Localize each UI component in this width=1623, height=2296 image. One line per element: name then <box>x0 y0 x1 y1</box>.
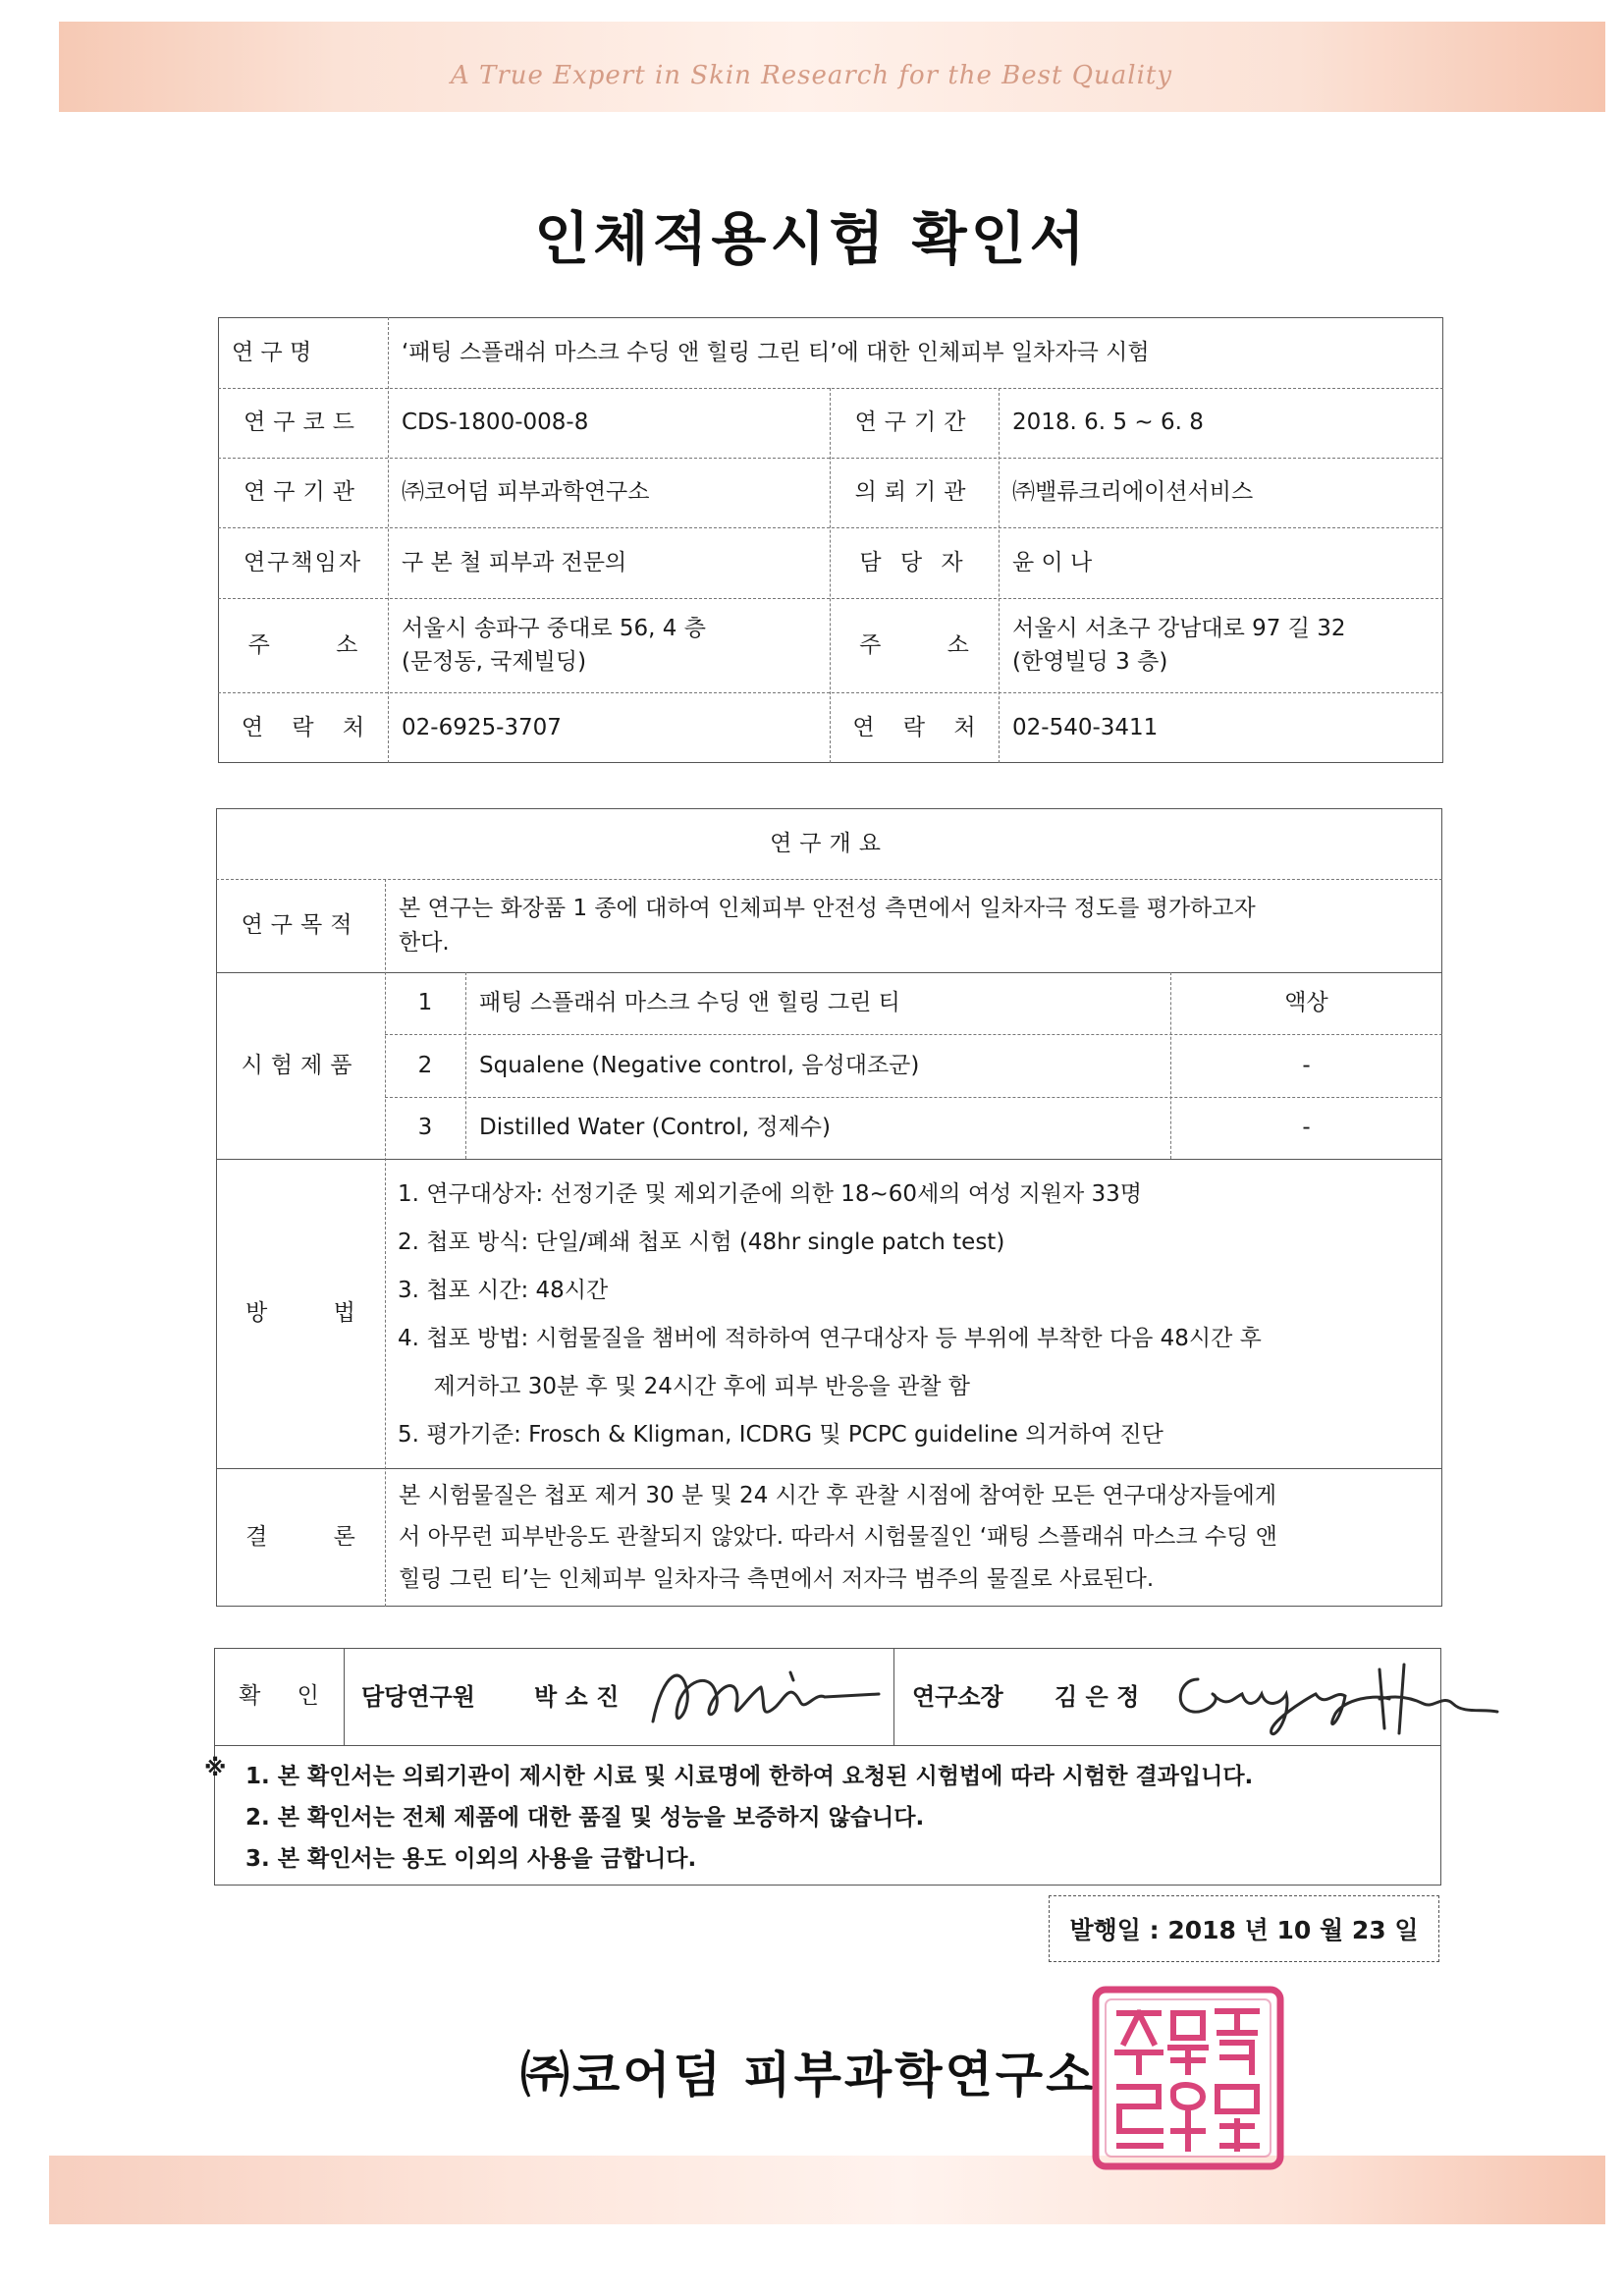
company-seal <box>1090 1984 1286 2172</box>
client-label: 의뢰기관 <box>854 479 974 506</box>
pi-label: 연구책임자 <box>243 549 363 575</box>
address-1-line-2: (문정동, 국제빌딩) <box>402 649 587 675</box>
conclusion-line-1: 본 시험물질은 첩포 제거 30 분 및 24 시간 후 관찰 시점에 참여한 모든 연구대상자들에게 <box>399 1482 1277 1508</box>
note-3: 3. 본 확인서는 용도 이외의 사용을 금합니다. <box>245 1846 697 1872</box>
method-item-1: 1. 연구대상자: 선정기준 및 제외기준에 의한 18~60세의 여성 지원자 33명 <box>398 1181 1143 1207</box>
contact-value-1: 02-6925-3707 <box>402 714 562 740</box>
institution-value: ㈜코어덤 피부과학연구소 <box>402 479 650 506</box>
conclusion-line-3: 힐링 그린 티’는 인체피부 일차자극 측면에서 저자극 범주의 물질로 사료된다. <box>399 1565 1155 1592</box>
address-value-2 <box>999 598 1443 692</box>
method-item-4-cont: 제거하고 30분 후 및 24시간 후에 피부 반응을 관찰 함 <box>398 1374 971 1399</box>
summary-heading: 연구개요 <box>770 830 889 856</box>
conclusion-line-2: 서 아무런 피부반응도 관찰되지 않았다. 따라서 시험물질인 ‘패팅 스플래쉬 마스크 수딩 앤 <box>399 1524 1277 1551</box>
issue-date: 발행일 : 2018 년 10 월 23 일 <box>1049 1895 1439 1962</box>
purpose-value <box>385 879 1442 972</box>
product-1-name: 패팅 스플래쉬 마스크 수딩 앤 힐링 그린 티 <box>479 990 900 1016</box>
product-1-form: 액상 <box>1284 990 1328 1016</box>
confirm-label: 확 인 <box>239 1683 319 1710</box>
client-value: ㈜밸류크리에이션서비스 <box>1012 479 1254 506</box>
method-label: 방 법 <box>245 1300 355 1327</box>
purpose-line-1: 본 연구는 화장품 1 종에 대하여 인체피부 안전성 측면에서 일차자극 정도를 평가하고자 <box>399 896 1256 921</box>
address-value-1 <box>388 598 830 692</box>
method-item-4: 4. 첩포 방법: 시험물질을 챔버에 적하하여 연구대상자 등 부위에 부착한 다음 48시간 후 <box>398 1326 1262 1351</box>
study-name-value: ‘패팅 스플래쉬 마스크 수딩 앤 힐링 그린 티’에 대한 인체피부 일차자극 시험 <box>402 339 1150 365</box>
study-code-label: 연구코드 <box>243 410 362 436</box>
address-2-line-1: 서울시 서초구 강남대로 97 길 32 <box>1012 615 1346 641</box>
address-1-line-1: 서울시 송파구 중대로 56, 4 층 <box>402 615 706 641</box>
tagline: A True Expert in Skin Research for the Best Quality <box>450 61 1173 90</box>
address-2-line-2: (한영빌딩 3 층) <box>1012 649 1168 675</box>
purpose-line-2: 한다. <box>399 929 450 956</box>
conclusion-value <box>385 1468 1442 1607</box>
product-2-form: - <box>1302 1052 1311 1078</box>
address-label-1: 주 소 <box>247 631 358 658</box>
researcher-title: 담당연구원 <box>361 1682 475 1711</box>
study-name-label: 연 구 명 <box>232 339 312 365</box>
product-3-name: Distilled Water (Control, 정제수) <box>479 1115 831 1141</box>
pi-value: 구 본 철 피부과 전문의 <box>402 549 627 575</box>
notes <box>204 1756 1441 1880</box>
note-2: 2. 본 확인서는 전체 제품에 대한 품질 및 성능을 보증하지 않습니다. <box>245 1805 925 1831</box>
conclusion-label: 결 론 <box>245 1524 355 1551</box>
note-1: 1. 본 확인서는 의뢰기관이 제시한 시료 및 시료명에 한하여 요청된 시험법에 따라 시험한 결과입니다. <box>245 1764 1254 1789</box>
method-item-3: 3. 첩포 시간: 48시간 <box>398 1278 609 1303</box>
researcher-name: 박 소 진 <box>534 1682 620 1711</box>
document-title: 인체적용시험 확인서 <box>534 205 1089 272</box>
manager-value: 윤 이 나 <box>1012 549 1093 575</box>
product-1-no: 1 <box>417 990 433 1016</box>
method-list <box>398 1171 1438 1459</box>
method-item-2: 2. 첩포 방식: 단일/폐쇄 첩포 시험 (48hr single patch test) <box>398 1230 1005 1255</box>
address-label-2: 주 소 <box>859 631 969 658</box>
institution-label: 연구기관 <box>243 479 362 506</box>
footer-band <box>49 2156 1605 2224</box>
contact-value-2: 02-540-3411 <box>1012 714 1159 740</box>
product-3-form: - <box>1302 1115 1311 1141</box>
product-3-no: 3 <box>417 1115 433 1141</box>
method-item-5: 5. 평가기준: Frosch & Kligman, ICDRG 및 PCPC guideline 의거하여 진단 <box>398 1422 1163 1448</box>
period-value: 2018. 6. 5 ~ 6. 8 <box>1012 410 1204 436</box>
footer-organization: ㈜코어덤 피부과학연구소 <box>520 2047 1097 2104</box>
products-label: 시험제품 <box>241 1052 360 1078</box>
period-label: 연구기간 <box>854 410 974 436</box>
contact-label-1: 연 락 처 <box>241 714 365 740</box>
product-2-no: 2 <box>417 1052 433 1078</box>
researcher-signature <box>643 1653 889 1741</box>
director-title: 연구소장 <box>912 1682 1003 1711</box>
contact-label-2: 연 락 처 <box>852 714 976 740</box>
purpose-label: 연구목적 <box>241 912 360 939</box>
product-2-name: Squalene (Negative control, 음성대조군) <box>479 1052 920 1078</box>
notes-mark: ※ <box>204 1756 227 1781</box>
director-name: 김 은 정 <box>1055 1682 1140 1711</box>
director-signature <box>1168 1655 1502 1743</box>
manager-label: 담 당 자 <box>859 549 969 575</box>
study-code-value: CDS-1800-008-8 <box>402 410 589 436</box>
